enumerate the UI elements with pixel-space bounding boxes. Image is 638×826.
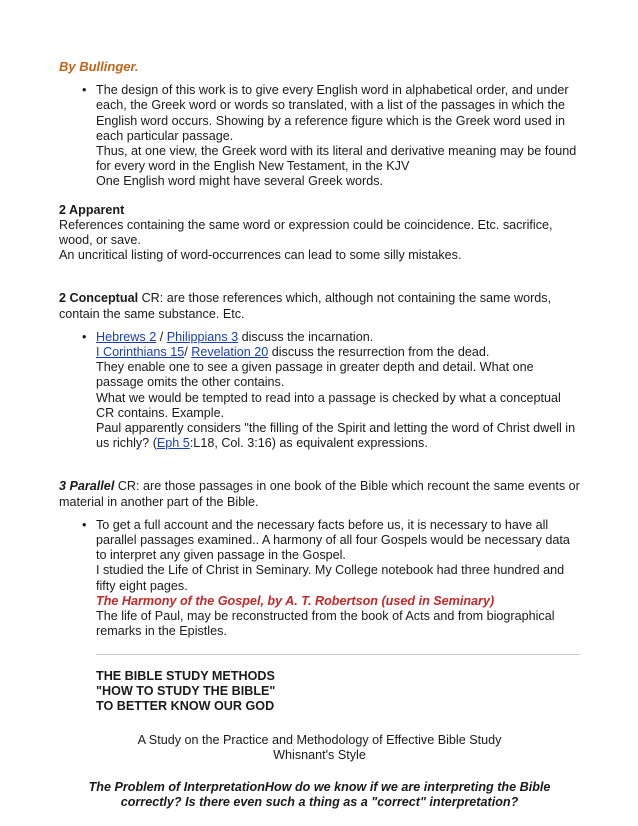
text-line: each particular passage.	[96, 128, 234, 143]
text-fragment: CR: are those references which, although not containing the same words,	[138, 291, 552, 306]
text-line: What we would be tempted to read into a passage is checked by what a conceptual	[96, 390, 561, 405]
horizontal-divider	[96, 654, 580, 655]
study-methods-title	[96, 669, 580, 714]
text-fragment: :L18, Col. 3:16) as equivalent expressions.	[189, 436, 428, 451]
parallel-section	[59, 479, 580, 509]
text-line: The life of Paul, may be reconstructed from the book of Acts and from biographical	[96, 609, 555, 624]
text-line: fifty eight pages.	[96, 578, 188, 593]
separator: /	[156, 329, 167, 344]
parallel-list	[59, 518, 580, 640]
text-line: wood, or save.	[59, 233, 141, 248]
text-line: CR contains. Example.	[96, 405, 225, 420]
text-line: A Study on the Practice and Methodology of Effective Bible Study	[137, 732, 502, 747]
link-eph-5[interactable]: Eph 5	[156, 436, 190, 451]
text-line: Thus, at one view, the Greek word with its literal and derivative meaning may be found	[96, 144, 577, 159]
text-line: contain the same substance. Etc.	[59, 306, 245, 321]
link-philippians-3[interactable]: Philippians 3	[166, 329, 239, 344]
parallel-intro	[59, 479, 580, 494]
text-line: parallel passages examined.. A harmony of all four Gospels would be necessary data	[96, 533, 570, 548]
study-subtitle	[59, 733, 580, 763]
apparent-title: 2 Apparent	[59, 202, 125, 217]
eph-line	[96, 436, 580, 451]
text-line: They enable one to see a given passage in greater depth and detail. What one	[96, 360, 534, 375]
text-line: passage omits the other contains.	[96, 375, 285, 390]
text-fragment: us richly? (	[96, 436, 157, 451]
text-line: to interpret any given passage in the Gospel.	[96, 548, 346, 563]
text-line: The Problem of InterpretationHow do we know if we are interpreting the Bible	[88, 779, 551, 794]
harmony-note: The Harmony of the Gospel, by A. T. Robertson (used in Seminary)	[96, 593, 495, 608]
title-line: "HOW TO STUDY THE BIBLE"	[96, 683, 276, 698]
text-fragment: discuss the resurrection from the dead.	[268, 345, 490, 360]
separator: /	[184, 345, 192, 360]
link-hebrews-2[interactable]: Hebrews 2	[96, 329, 157, 344]
text-line: I studied the Life of Christ in Seminary. My College notebook had three hundred and	[96, 563, 565, 578]
text-line: remarks in the Epistles.	[96, 624, 227, 639]
title-line: TO BETTER KNOW OUR GOD	[96, 698, 275, 713]
incarnation-line	[96, 330, 580, 345]
link-revelation-20[interactable]: Revelation 20	[191, 345, 269, 360]
text-line: material in another part of the Bible.	[59, 494, 259, 509]
text-line: correctly? Is there even such a thing as a "correct" interpretation?	[120, 795, 519, 810]
author-heading: By Bullinger.	[59, 59, 139, 74]
text-line: for every word in the English New Testament, in the KJV	[96, 159, 410, 174]
title-line: THE BIBLE STUDY METHODS	[96, 668, 275, 683]
text-line: Whisnant's Style	[273, 747, 366, 762]
text-line: • To get a full account and the necessary facts before us, it is necessary to have all	[96, 517, 549, 532]
text-fragment: CR: are those passages in one book of the Bible which recount the same events or	[114, 479, 580, 494]
resurrection-line	[96, 345, 580, 360]
text-line: English word occurs. Showing by a reference figure which is the Greek word used in	[96, 113, 566, 128]
text-fragment: discuss the incarnation.	[238, 329, 374, 344]
conceptual-section	[59, 291, 580, 321]
conceptual-list	[59, 330, 580, 452]
text-line: One English word might have several Greek words.	[96, 174, 383, 189]
text-line: • The design of this work is to give every English word in alphabetical order, and under	[96, 83, 569, 98]
text-line: References containing the same word or expression could be coincidence. Etc. sacrifice,	[59, 217, 553, 232]
list-item	[96, 83, 580, 189]
parallel-title: 3 Parallel	[59, 479, 115, 494]
list-item	[96, 330, 580, 452]
conceptual-title: 2 Conceptual	[59, 291, 139, 306]
problem-of-interpretation	[59, 780, 580, 810]
link-1-corinthians-15[interactable]: I Corinthians 15	[96, 345, 185, 360]
list-item	[96, 518, 580, 640]
text-line: An uncritical listing of word-occurrences can lead to some silly mistakes.	[59, 248, 462, 263]
conceptual-intro	[59, 291, 580, 306]
apparent-section	[59, 203, 580, 264]
text-line: each, the Greek word or words so translated, with a list of the passages in which the	[96, 98, 566, 113]
bullinger-list	[59, 83, 580, 189]
text-line: Paul apparently considers "the filling of the Spirit and letting the word of Christ dwell in	[96, 421, 576, 436]
